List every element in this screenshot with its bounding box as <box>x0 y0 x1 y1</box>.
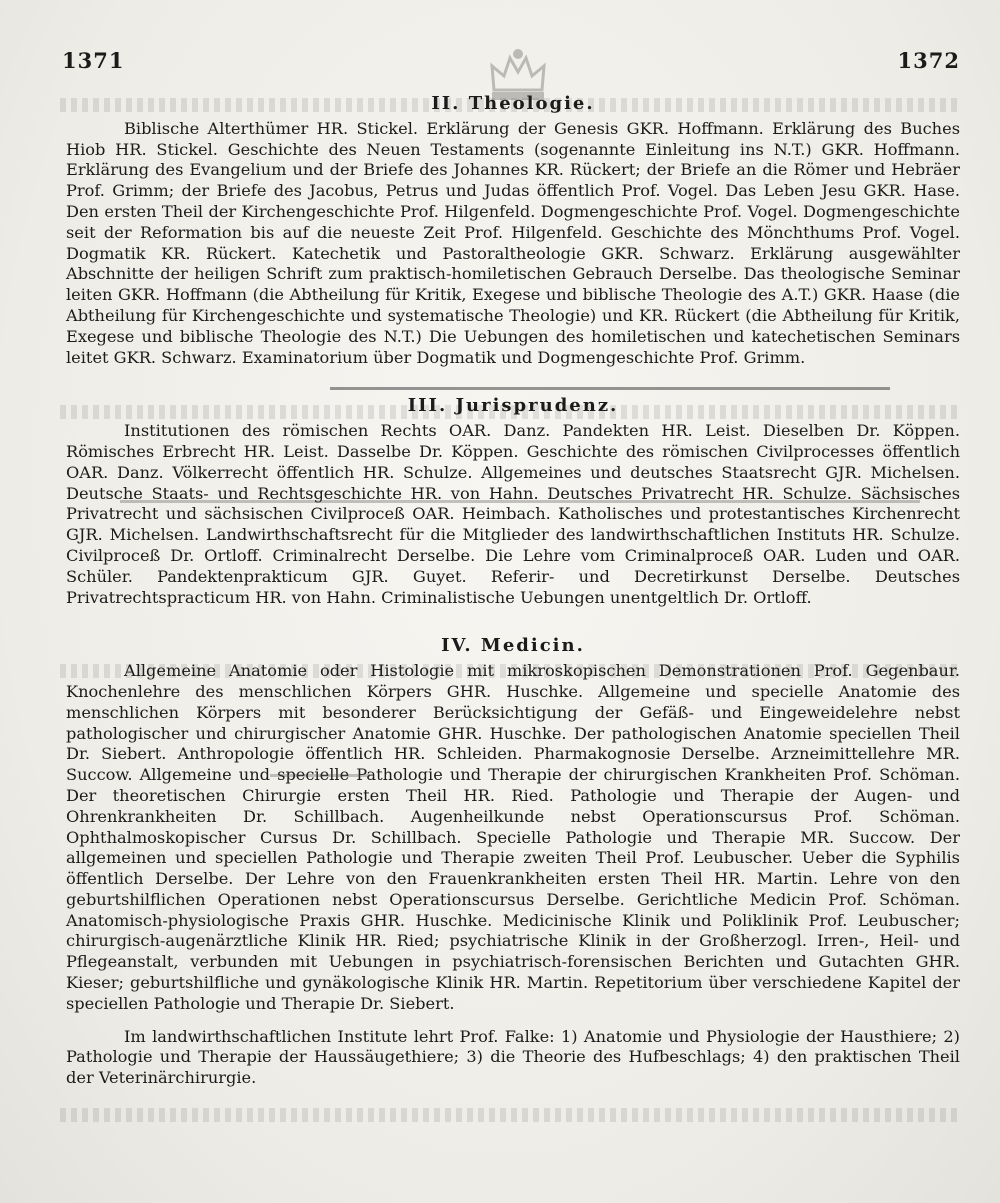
bleed-through-text <box>60 1108 960 1122</box>
article-body <box>66 88 960 1089</box>
page-number-left: 1371 <box>62 48 125 73</box>
column-rule <box>270 774 370 777</box>
section-text-medicin: Allgemeine Anatomie oder Histologie mit mikroskopischen Demonstrationen Prof. Gegenbaur. Knochenlehre des menschlichen Körpers GHR. Huschke. Allgemeine und specielle Anatomie des menschlichen Körpers mit besonderer Berücksichtigung der Gefäß- und Eingeweidelehre nebst pathologischer und chirurgischer Anatomie GHR. Huschke. Der pathologischen Anatomie speciellen Theil Dr. Siebert. Anthropologie öffentlich HR. Schleiden. Pharmakognosie Derselbe. Arzneimittellehre MR. Succow. Allgemeine und specielle Pathologie und Therapie der chirurgischen Krankheiten Prof. Schöman. Der theoretischen Chirurgie ersten Theil HR. Ried. Pathologie und Therapie der Augen- und Ohrenkrankheiten Dr. Schillbach. Augenheilkunde nebst Operationscursus Prof. Schöman. Ophthalmoskopischer Cursus Dr. Schillbach. Specielle Pathologie und Therapie MR. Succow. Der allgemeinen und speciellen Pathologie und Therapie zweiten Theil Prof. Leubuscher. Ueber die Syphilis öffentlich Derselbe. Der Lehre von den Frauenkrankheiten ersten Theil HR. Martin. Lehre von den geburtshilflichen Operationen nebst Operationscursus Derselbe. Gerichtliche Medicin Prof. Schöman. Anatomisch-physiologische Praxis GHR. Huschke. Medicinische Klinik und Poliklinik Prof. Leubuscher; chirurgisch-augenärztliche Klinik HR. Ried; psychiatrische Klinik in der Großherzogl. Irren-, Heil- und Pflegeanstalt, verbunden mit Uebungen in psychiatrisch-forensischen Berichten und Gutachten GHR. Kieser; geburtshilfliche und gynäkologische Klinik HR. Martin. Repetitorium über verschiedene Kapitel der speciellen Pathologie und Therapie Dr. Siebert. <box>66 661 960 1013</box>
section-heading-theologie: II. Theologie. <box>431 93 595 114</box>
page-number-right: 1372 <box>897 48 960 73</box>
section-text-veterinary: Im landwirthschaftlichen Institute lehrt Prof. Falke: 1) Anatomie und Physiologie der Hausthiere; 2) Pathologie und Therapie der Haussäugethiere; 3) die Theorie des Hufbeschlags; 4) den praktischen Theil der Veterinärchirurgie. <box>66 1026 960 1088</box>
section-heading-medicin: IV. Medicin. <box>441 635 585 657</box>
section-heading-jurisprudenz: III. Jurisprudenz. <box>407 395 619 417</box>
column-rule <box>330 387 890 390</box>
section-text-theologie: Biblische Alterthümer HR. Stickel. Erklärung der Genesis GKR. Hoffmann. Erklärung des Buches Hiob HR. Stickel. Geschichte des Neuen Testaments (sogenannte Einleitung ins N.T.) GKR. Hoffmann. Erklärung des Evangelium und der Briefe des Johannes KR. Rückert; der Briefe an die Römer und Hebräer Prof. Grimm; der Briefe des Jacobus, Petrus und Judas öffentlich Prof. Vogel. Das Leben Jesu GKR. Hase. Den ersten Theil der Kirchengeschichte Prof. Hilgenfeld. Dogmengeschichte Prof. Vogel. Dogmengeschichte seit der Reformation bis auf die neueste Zeit Prof. Hilgenfeld. Geschichte des Mönchthums Prof. Vogel. Dogmatik KR. Rückert. Katechetik und Pastoraltheologie GKR. Schwarz. Erklärung ausgewählter Abschnitte der heiligen Schrift zum praktisch-homiletischen Gebrauch Derselbe. Das theologische Seminar leiten GKR. Hoffmann (die Abtheilung für Kritik, Exegese und biblische Theologie des A.T.) GKR. Haase (die Abtheilung für Kirchengeschichte und systematische Theologie) und KR. Rückert (die Abtheilung für Kritik, Exegese und biblische Theologie des N.T.) Die Uebungen des homiletischen und katechetischen Seminars leitet GKR. Schwarz. Examinatorium über Dogmatik und Dogmengeschichte Prof. Grimm. <box>66 118 960 367</box>
column-rule <box>120 500 920 503</box>
section-text-jurisprudenz: Institutionen des römischen Rechts OAR. Danz. Pandekten HR. Leist. Dieselben Dr. Köppen. Römisches Erbrecht HR. Leist. Dasselbe Dr. Köppen. Geschichte des römischen Civilprocesses öffentlich OAR. Danz. Völkerrecht öffentlich HR. Schulze. Allgemeines und deutsches Staatsrecht GJR. Michelsen. Deutsche Staats- und Rechtsgeschichte HR. von Hahn. Deutsches Privatrecht HR. Schulze. Sächsisches Privatrecht und sächsischen Civilproceß OAR. Heimbach. Katholisches und protestantisches Kirchenrecht GJR. Michelsen. Landwirthschaftsrecht für die Mitglieder des landwirthschaftlichen Instituts HR. Schulze. Civilproceß Dr. Ortloff. Criminalrecht Derselbe. Die Lehre vom Criminalproceß OAR. Luden und OAR. Schüler. Pandektenprakticum GJR. Guyet. Referir- und Decretirkunst Derselbe. Deutsches Privatrechtspracticum HR. von Hahn. Criminalistische Uebungen unentgeltlich Dr. Ortloff. <box>66 421 960 607</box>
